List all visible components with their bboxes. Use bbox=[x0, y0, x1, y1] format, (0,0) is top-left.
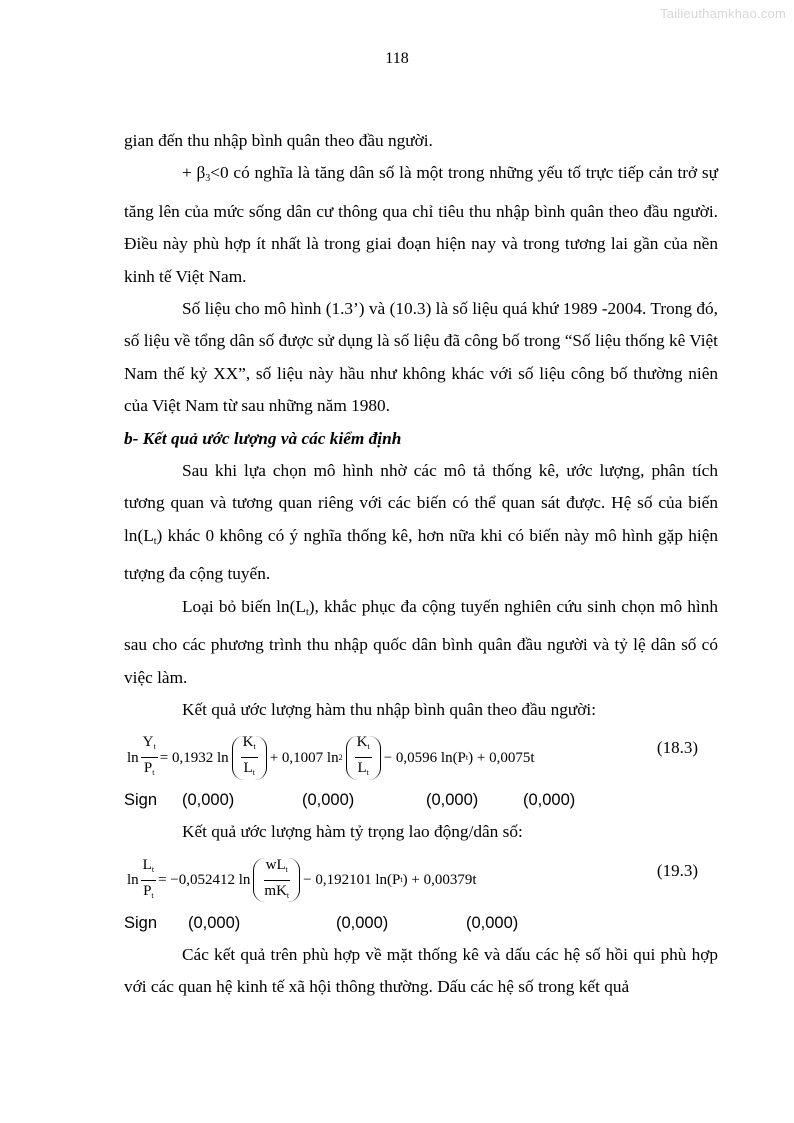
equation-18-3 bbox=[124, 730, 718, 782]
sign-value: (0,000) bbox=[466, 913, 519, 932]
paragraph-1: gian đến thu nhập bình quân theo đầu người. bbox=[124, 131, 433, 150]
eq-term-1: = 0,1932 ln bbox=[159, 749, 229, 766]
fraction-wl-over-mk bbox=[262, 855, 291, 906]
eq-term-2: + 0,1007 ln bbox=[269, 749, 339, 766]
page-content bbox=[124, 125, 718, 1004]
sign-value: (0,000) bbox=[302, 791, 355, 810]
paragraph-remove-variable bbox=[124, 591, 718, 694]
sign-value: (0,000) bbox=[336, 913, 389, 932]
eq-term-2-end: ) + 0,00379t bbox=[402, 872, 477, 889]
p-subscript: t bbox=[465, 752, 469, 762]
paren-wl-over-mk bbox=[253, 858, 300, 902]
eq-term-3: − 0,0596 ln(P bbox=[383, 749, 466, 766]
p4-text-a: Sau khi lựa chọn mô hình nhờ các mô tả thống kê, ước lượng, phân tích tương quan và tương quan riêng với các biến có thể quan sát được. Hệ số của biến ln(L bbox=[124, 461, 718, 545]
paragraph-beta3 bbox=[124, 157, 718, 293]
ln-label: ln bbox=[127, 872, 139, 889]
p5-text-a: Loại bỏ biến ln(L bbox=[182, 596, 306, 616]
equation-number-19-3: (19.3) bbox=[656, 860, 698, 880]
p5-subscript: t bbox=[305, 606, 309, 618]
eq-term-1: = −0,052412 ln bbox=[158, 872, 251, 889]
paragraph-eq2-intro: Kết quả ước lượng hàm tỷ trọng lao động/dân số: bbox=[182, 822, 523, 842]
watermark: Tailieuthamkhao.com bbox=[660, 6, 786, 21]
fraction-den: $mK_t$ bbox=[264, 882, 290, 900]
beta-subscript: 3 bbox=[205, 173, 211, 185]
page-number: 118 bbox=[385, 50, 409, 67]
sign-label: Sign bbox=[124, 913, 158, 932]
p4-text-b: ) khác 0 không có ý nghĩa thống kê, hơn nữa khi có biến này mô hình gặp hiện tượng đa cộng tuyến. bbox=[124, 525, 718, 584]
fraction-k-over-l bbox=[241, 732, 258, 783]
p4-subscript: t bbox=[153, 535, 157, 547]
square-superscript: 2 bbox=[338, 752, 343, 762]
eq-term-2: − 0,192101 ln(P bbox=[303, 872, 401, 889]
paragraph-results: Các kết quả trên phù hợp về mặt thống kê và dấu các hệ số hồi qui phù hợp với các quan hệ kinh tế xã hội thông thường. Dấu các hệ số trong kết quả bbox=[124, 944, 718, 997]
sign-value: (0,000) bbox=[523, 791, 576, 810]
paren-k-over-l-2 bbox=[346, 736, 381, 780]
beta-prefix: + β bbox=[182, 163, 206, 183]
fraction-den: $P_t$ bbox=[143, 882, 154, 900]
fraction-num: $L_t$ bbox=[141, 855, 156, 881]
sign-value: (0,000) bbox=[188, 913, 241, 932]
fraction-k-over-l-2 bbox=[355, 732, 372, 783]
equation-18-3-body bbox=[127, 732, 535, 783]
p5-text-b: ), khắc phục đa cộng tuyến nghiên cứu sinh chọn mô hình sau cho các phương trình thu nhập quốc dân bình quân đầu người và tỷ lệ dân số có việc làm. bbox=[124, 596, 718, 687]
fraction-den: $P_t$ bbox=[143, 760, 155, 778]
fraction-l-over-p bbox=[141, 855, 156, 906]
section-heading: b- Kết quả ước lượng và các kiểm định bbox=[124, 428, 402, 448]
paragraph-eq1-intro: Kết quả ước lượng hàm thu nhập bình quân theo đầu người: bbox=[182, 699, 597, 719]
beta-text: <0 có nghĩa là tăng dân số là một trong những yếu tố trực tiếp cản trở sự tăng lên của mức sống dân cư thông qua chỉ tiêu thu nhập bình quân theo đầu người. Điều này phù hợp ít nhất là trong giai đoạn hiện nay và trong tương lai gần của nền kinh tế Việt Nam. bbox=[124, 163, 719, 286]
equation-number-18-3: (18.3) bbox=[656, 738, 698, 758]
fraction-den: $L_t$ bbox=[243, 760, 255, 778]
paragraph-data-source: Số liệu cho mô hình (1.3’) và (10.3) là số liệu quá khứ 1989 -2004. Trong đó, số liệu về tổng dân số được sử dụng là số liệu đã công bố trong “Số liệu thống kê Việt Nam thế kỷ XX”, số liệu này hầu như không khác với số liệu công bố thường niên của Việt Nam từ sau những năm 1980. bbox=[124, 299, 718, 416]
sign-row-1 bbox=[124, 784, 718, 816]
fraction-num: $Y_t$ bbox=[141, 732, 158, 758]
eq-term-3-end: ) + 0,0075t bbox=[468, 749, 535, 766]
fraction-y-over-p bbox=[141, 732, 158, 783]
fraction-num: $wL_t$ bbox=[264, 855, 290, 881]
sign-label: Sign bbox=[124, 791, 158, 810]
paren-k-over-l bbox=[232, 736, 267, 780]
sign-row-2 bbox=[124, 907, 718, 939]
fraction-num: $K_t$ bbox=[241, 732, 258, 758]
sign-value: (0,000) bbox=[426, 791, 479, 810]
paragraph-model-selection bbox=[124, 455, 718, 591]
equation-19-3-body bbox=[127, 855, 476, 906]
p-subscript: t bbox=[400, 875, 403, 885]
sign-value: (0,000) bbox=[182, 791, 235, 810]
fraction-num: $K_t$ bbox=[355, 732, 372, 758]
ln-label: ln bbox=[127, 749, 139, 766]
equation-19-3 bbox=[124, 853, 718, 905]
fraction-den: $L_t$ bbox=[357, 760, 369, 778]
